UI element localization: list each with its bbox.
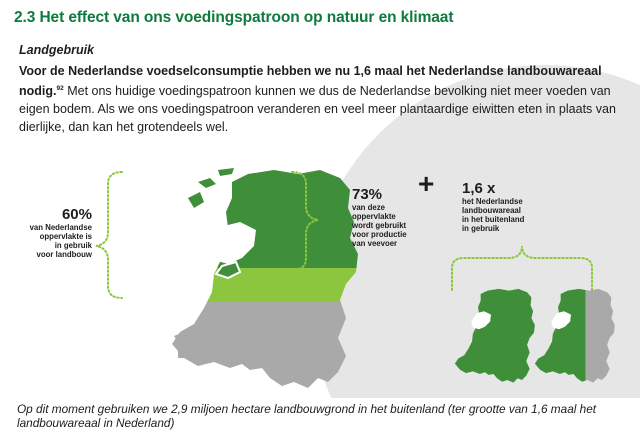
intro-bold: Voor de Nederlandse voedselconsumptie hebben we nu 1,6 maal het Nederlandse landbouwareaal nodig. [19, 64, 602, 98]
left-stat-text [14, 223, 92, 259]
left-curly-brace [96, 172, 122, 298]
left-stat-line: oppervlakte is [39, 232, 92, 241]
mid-stat-text [352, 203, 432, 248]
caption: Op dit moment gebruiken we 2,9 miljoen hectare landbouwgrond in het buitenland (ter grootte van 1,6 maal het landbouwareaal in Nederland) [17, 402, 597, 430]
left-stat-value: 60% [61, 206, 92, 223]
right-stat-line: in gebruik [462, 224, 500, 233]
intro-paragraph [19, 62, 629, 136]
left-stat-line: in gebruik [54, 241, 92, 250]
right-stat-line: landbouwareaal [462, 206, 521, 215]
mid-stat-line: van deze [352, 203, 385, 212]
mid-stat-value: 73% [352, 186, 383, 203]
section-heading: 2.3 Het effect van ons voedingspatroon op natuur en klimaat [14, 9, 454, 26]
right-stat-line: in het buitenland [462, 215, 525, 224]
main-netherlands-map [170, 168, 370, 402]
right-stat-value: 1,6 x [462, 180, 496, 197]
left-stat [14, 206, 92, 259]
plus-sign: + [418, 168, 435, 199]
mid-stat-line: van veevoer [352, 239, 398, 248]
mid-stat-line: wordt gebruikt [352, 221, 407, 230]
subheading: Landgebruik [19, 43, 95, 57]
intro-body: Met ons huidige voedingspatroon kunnen we dus de Nederlandse bevolking niet meer voeden van eigen bodem. Als we ons voedingspatroon veranderen en veel meer plantaardige eiwitten eten in plaats van dierlijke, dan kan het grotendeels wel. [19, 84, 616, 134]
left-stat-line: van Nederlandse [29, 223, 92, 232]
mid-stat-line: oppervlakte [352, 212, 396, 221]
footnote-marker: 92 [56, 85, 64, 92]
right-stat-line: het Nederlandse [462, 197, 523, 206]
right-stat [462, 180, 562, 233]
right-stat-text [462, 197, 562, 233]
left-stat-line: voor landbouw [36, 250, 92, 259]
mid-stat-line: voor productie [352, 230, 407, 239]
